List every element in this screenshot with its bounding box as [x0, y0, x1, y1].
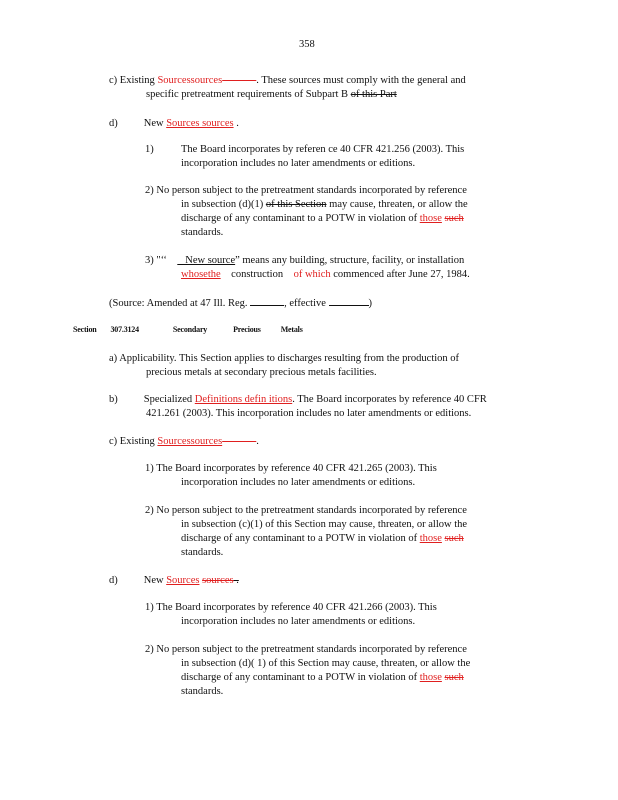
deleted-text: such: [444, 213, 464, 224]
subsection-c-line2: specific pretreatment requirements of Subpart B of this Part: [146, 89, 397, 100]
d2-item1-line2: incorporation includes no later amendments or editions.: [181, 616, 416, 627]
c2-item2-line4: standards.: [181, 547, 224, 558]
c2-item1-line2: incorporation includes no later amendments or editions.: [181, 477, 416, 488]
d1-item2-line2: in subsection (d)(1) of this Section may cause, threaten, or allow the: [181, 199, 468, 210]
d1-item1-line2: incorporation includes no later amendments or editions.: [181, 158, 416, 169]
subsection-d-heading: d) New Sources sources .: [109, 118, 239, 129]
insertion-text: Sourcessources: [157, 75, 223, 86]
subsection-b-line2: 421.261 (2003). This incorporation includes no later amendments or editions.: [146, 408, 472, 419]
insertion-text: those: [419, 533, 442, 544]
insertion-text: Sources sources: [166, 118, 234, 129]
c2-item2-line3: discharge of any contaminant to a POTW in violation of those such: [181, 533, 464, 544]
reg-blank: [250, 296, 284, 306]
insertion-text: those: [419, 672, 442, 683]
c2-item2-line2: in subsection (c)(1) of this Section may cause, threaten, or allow the: [181, 519, 468, 530]
d1-item3-line1: 3) "‘‘ _ New source” means any building, structure, facility, or installation: [145, 255, 465, 266]
d1-item2-line3: discharge of any contaminant to a POTW in violation of those such: [181, 213, 464, 224]
subsection-c-line1: c) Existing Sourcessources . These sources must comply with the general and: [109, 75, 466, 86]
page-number: 358: [299, 39, 315, 50]
deletion-mark: [222, 436, 256, 447]
insertion-text: those: [419, 213, 442, 224]
d2-item2-line2: in subsection (d)( 1) of this Section may cause, threaten, or allow the: [181, 658, 471, 669]
d1-item1-line1: The Board incorporates by referen ce 40 CFR 421.256 (2003). This: [181, 144, 465, 155]
source-note: (Source: Amended at 47 Ill. Reg. , effective ): [109, 298, 373, 309]
d1-item3-line2: whosethe construction of which commenced after June 27, 1984.: [181, 269, 470, 280]
d2-item1-line1: 1) The Board incorporates by reference 40 CFR 421.266 (2003). This: [145, 602, 437, 613]
subsection-a-line1: a) Applicability. This Section applies to discharges resulting from the production of: [109, 353, 460, 364]
insertion-text: Sources: [166, 575, 200, 586]
insertion-text: Sourcessources: [157, 436, 223, 447]
c2-item2-line1: 2) No person subject to the pretreatment standards incorporated by reference: [145, 505, 467, 516]
deleted-text: of this Section: [265, 199, 327, 210]
date-blank: [329, 296, 369, 306]
subsection-d2-heading: d) New Sources sources .: [109, 575, 239, 586]
insertion-text: whosethe: [181, 269, 221, 280]
d1-item2-line4: standards.: [181, 227, 224, 238]
c2-item1-line1: 1) The Board incorporates by reference 40 CFR 421.265 (2003). This: [145, 463, 437, 474]
subsection-c2-heading: c) Existing Sourcessources .: [109, 436, 259, 447]
insertion-text: Definitions defin itions: [194, 394, 293, 405]
deleted-text: such: [444, 672, 464, 683]
section-heading: Section 307.3124 Secondary Precious Metals: [73, 325, 303, 334]
d2-item2-line3: discharge of any contaminant to a POTW in violation of those such: [181, 672, 464, 683]
deletion-mark: [222, 75, 256, 86]
insertion-text: of which: [293, 269, 331, 280]
deleted-text: such: [444, 533, 464, 544]
subsection-a-line2: precious metals at secondary precious metals facilities.: [146, 367, 377, 378]
deleted-text: sources: [202, 575, 234, 586]
d2-item2-line1: 2) No person subject to the pretreatment standards incorporated by reference: [145, 644, 467, 655]
d1-item1-num: 1): [145, 144, 154, 155]
subsection-b-line1: b) Specialized Definitions defin itions. The Board incorporates by reference 40 CFR: [109, 394, 487, 405]
d1-item2-line1: 2) No person subject to the pretreatment standards incorporated by reference: [145, 185, 467, 196]
deleted-text: of this Part: [350, 89, 397, 100]
d2-item2-line4: standards.: [181, 686, 224, 697]
